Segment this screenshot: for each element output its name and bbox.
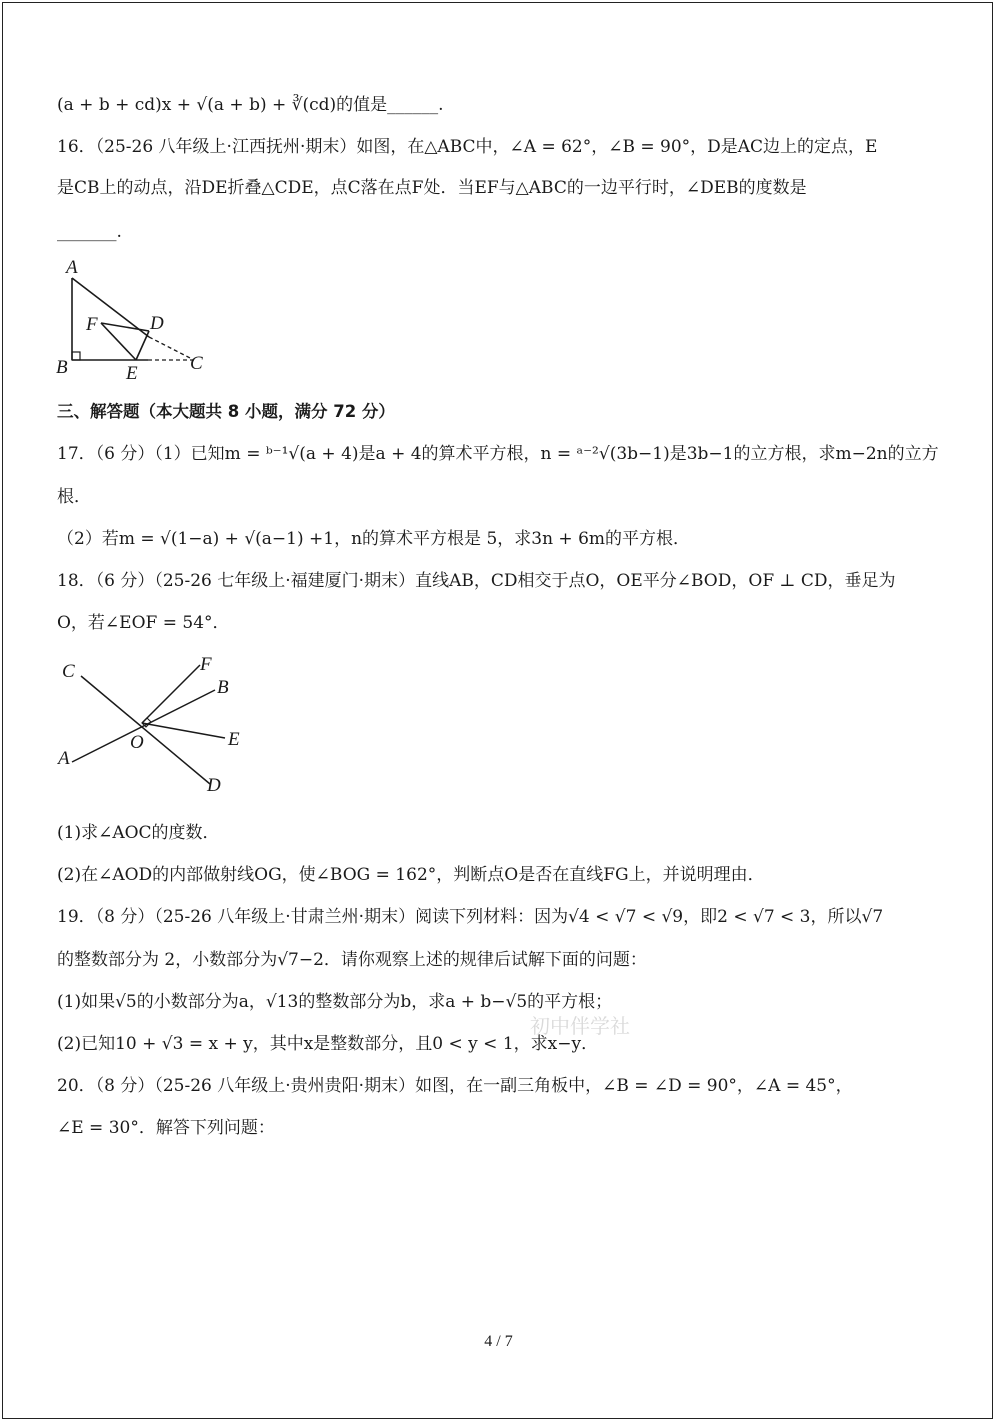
label-D: D: [150, 313, 164, 334]
label-B: B: [217, 677, 229, 698]
q19-line2: 的整数部分为 2，小数部分为√7−2．请你观察上述的规律后试解下面的问题：: [57, 950, 647, 970]
q16-line1: 16．（25-26 八年级上·江西抚州·期末）如图，在△ABC中，∠A = 62°，∠B = 90°，D是AC边上的定点，E: [57, 137, 878, 157]
right-angle-mark: [72, 352, 80, 360]
triangle-figure: [50, 255, 220, 385]
label-E: E: [126, 363, 138, 384]
seg-AD: [72, 278, 149, 337]
lines-figure: [50, 650, 260, 800]
label-C: C: [190, 353, 203, 374]
q18-part2: (2)在∠AOD的内部做射线OG，使∠BOG = 162°，判断点O是否在直线FG上，并说明理由．: [57, 865, 765, 885]
q18-line2: O，若∠EOF = 54°．: [57, 613, 230, 633]
label-D: D: [207, 775, 221, 796]
q19-part2: (2)已知10 + √3 = x + y，其中x是整数部分，且0 < y < 1，求x−y．: [57, 1034, 599, 1054]
q17-part2: （2）若m = √(1−a) + √(a−1) +1，n的算术平方根是 5，求3n + 6m的平方根．: [57, 529, 691, 549]
ray-OF: [142, 665, 200, 723]
ray-OE: [142, 723, 225, 738]
q16-line2: 是CB上的动点，沿DE折叠△CDE，点C落在点F处．当EF与△ABC的一边平行时，∠DEB的度数是: [57, 178, 807, 198]
label-C: C: [62, 661, 75, 682]
seg-DE: [136, 331, 149, 360]
page-number: 4 / 7: [484, 1333, 513, 1350]
q20-line2: ∠E = 30°．解答下列问题：: [57, 1118, 275, 1138]
q19-part1: (1)如果√5的小数部分为a，√13的整数部分为b，求a + b−√5的平方根；: [57, 992, 613, 1012]
label-E: E: [228, 729, 240, 750]
label-B: B: [56, 357, 68, 378]
q17-line2: 根．: [57, 487, 91, 507]
q18-part1: (1)求∠AOC的度数．: [57, 823, 220, 843]
seg-DC-dashed: [149, 337, 194, 360]
q17-line1: 17．（6 分）（1）已知m = ᵇ⁻¹√(a + 4)是a + 4的算术平方根，n = ᵃ⁻²√(3b−1)是3b−1的立方根，求m−2n的立方: [57, 444, 939, 464]
section-heading: 三、解答题（本大题共 8 小题，满分 72 分）: [57, 402, 395, 421]
label-F: F: [200, 654, 212, 675]
q18-line1: 18．（6 分）（25-26 七年级上·福建厦门·期末）直线AB，CD相交于点O，OE平分∠BOD，OF ⊥ CD，垂足为: [57, 571, 896, 591]
q16-blank: _______.: [57, 222, 122, 242]
q15-tail: (a + b + cd)x + √(a + b) + ∛(cd)的值是______.: [57, 95, 444, 115]
q20-line1: 20．（8 分）（25-26 八年级上·贵州贵阳·期末）如图，在一副三角板中，∠B = ∠D = 90°，∠A = 45°，: [57, 1076, 853, 1096]
label-F: F: [86, 314, 98, 335]
label-A: A: [66, 257, 78, 278]
line-CD: [81, 676, 210, 784]
watermark: 初中伴学社: [530, 1014, 630, 1038]
label-O: O: [130, 732, 144, 753]
label-A: A: [58, 748, 70, 769]
q19-line1: 19．（8 分）（25-26 八年级上·甘肃兰州·期末）阅读下列材料：因为√4 < √7 < √9，即2 < √7 < 3，所以√7: [57, 907, 884, 927]
